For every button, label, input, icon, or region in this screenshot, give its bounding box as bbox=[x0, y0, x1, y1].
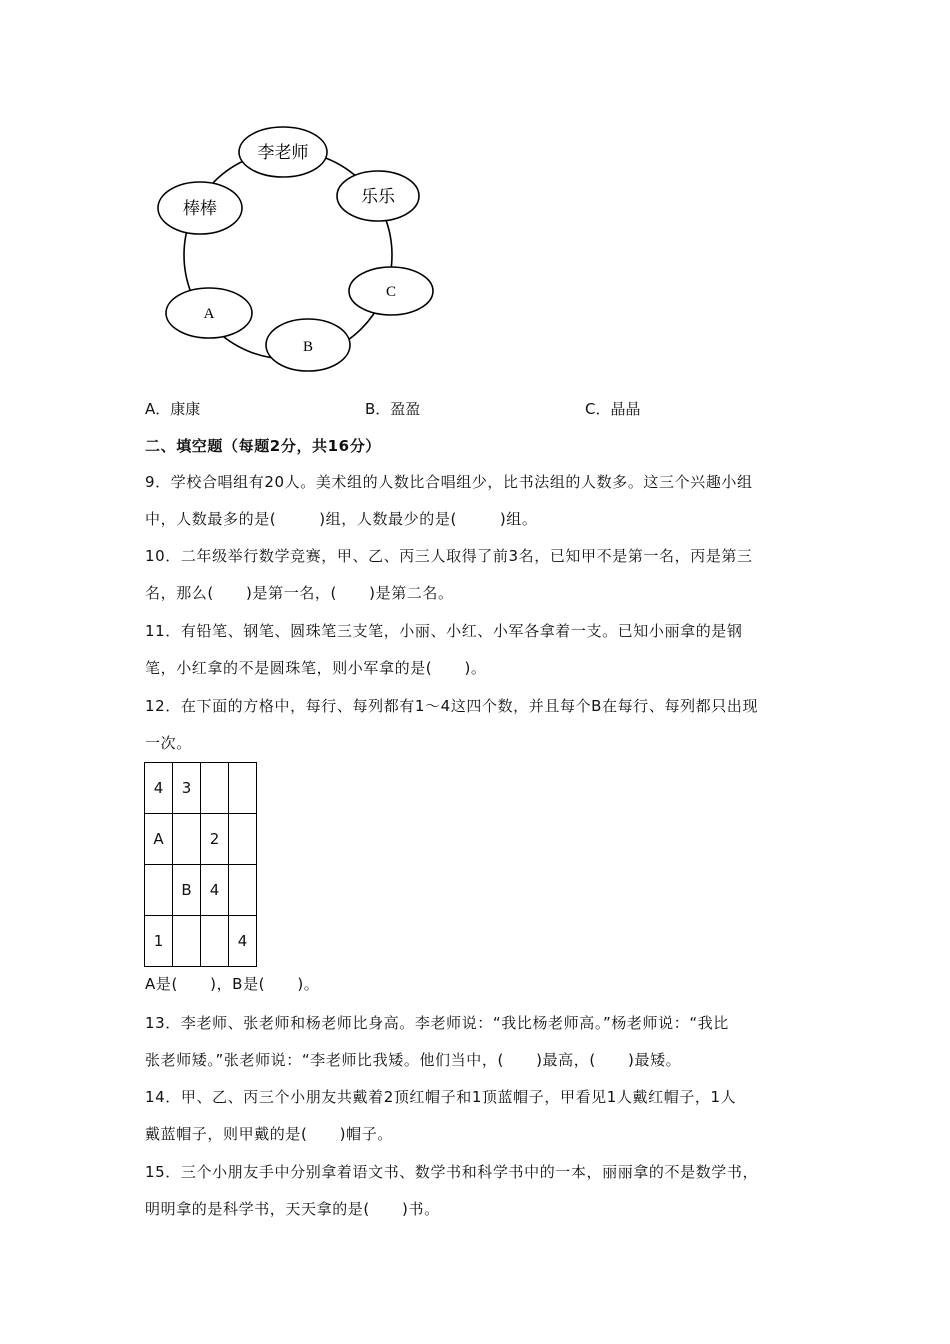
grid-row bbox=[145, 916, 257, 967]
node-c bbox=[349, 267, 433, 315]
option-b: B．盈盈 bbox=[365, 400, 421, 418]
node-c-label: C bbox=[385, 284, 397, 300]
q12-answer: A是( )，B是( )。 bbox=[145, 975, 320, 993]
q12-line1: 12．在下面的方格中，每行、每列都有1～4这四个数，并且每个B在每行、每列都只出现 bbox=[145, 697, 759, 715]
node-a-label: A bbox=[203, 306, 215, 322]
node-top-label: 李老师 bbox=[257, 143, 309, 163]
grid-cell: A bbox=[145, 814, 173, 865]
grid-cell: 4 bbox=[145, 763, 173, 814]
q10-line2: 名，那么( )是第一名，( )是第二名。 bbox=[145, 584, 454, 602]
q9-line2: 中，人数最多的是( )组，人数最少的是( )组。 bbox=[145, 510, 538, 528]
node-left-top bbox=[158, 182, 242, 234]
grid-cell: 4 bbox=[229, 916, 257, 967]
grid-cell: 2 bbox=[201, 814, 229, 865]
grid-cell bbox=[201, 763, 229, 814]
q13-line1: 13．李老师、张老师和杨老师比身高。李老师说：“我比杨老师高。”杨老师说：“我比 bbox=[145, 1014, 729, 1032]
section-heading: 二、填空题（每题2分，共16分） bbox=[145, 437, 381, 455]
grid-cell bbox=[145, 865, 173, 916]
grid-cell bbox=[201, 916, 229, 967]
node-a bbox=[166, 288, 252, 338]
node-top bbox=[239, 127, 327, 177]
q14-line1: 14．甲、乙、丙三个小朋友共戴着2顶红帽子和1顶蓝帽子，甲看见1人戴红帽子，1人 bbox=[145, 1088, 737, 1106]
grid-cell bbox=[173, 814, 201, 865]
q9-line1: 9．学校合唱组有20人。美术组的人数比合唱组少，比书法组的人数多。这三个兴趣小组 bbox=[145, 473, 753, 491]
grid-row bbox=[145, 814, 257, 865]
q13-line2: 张老师矮。”张老师说：“李老师比我矮。他们当中，( )最高，( )最矮。 bbox=[145, 1051, 682, 1069]
node-left-top-label: 棒棒 bbox=[183, 199, 217, 219]
grid-cell bbox=[229, 865, 257, 916]
q12-line2: 一次。 bbox=[145, 734, 192, 752]
grid-cell bbox=[173, 916, 201, 967]
grid-cell: 4 bbox=[201, 865, 229, 916]
grid-cell: 1 bbox=[145, 916, 173, 967]
grid-cell: B bbox=[173, 865, 201, 916]
option-a: A．康康 bbox=[145, 400, 201, 418]
node-b bbox=[266, 319, 350, 371]
grid-cell bbox=[229, 763, 257, 814]
node-right-top bbox=[337, 171, 419, 221]
q10-line1: 10．二年级举行数学竞赛，甲、乙、丙三人取得了前3名，已知甲不是第一名，丙是第三 bbox=[145, 547, 753, 565]
grid-cell: 3 bbox=[173, 763, 201, 814]
q14-line2: 戴蓝帽子，则甲戴的是( )帽子。 bbox=[145, 1125, 393, 1143]
node-right-top-label: 乐乐 bbox=[361, 187, 395, 207]
grid-cell bbox=[229, 814, 257, 865]
seating-circle-diagram bbox=[150, 120, 450, 390]
grid-row bbox=[145, 865, 257, 916]
option-c: C．晶晶 bbox=[585, 400, 641, 418]
number-grid bbox=[144, 762, 257, 967]
q15-line1: 15．三个小朋友手中分别拿着语文书、数学书和科学书中的一本，丽丽拿的不是数学书， bbox=[145, 1163, 759, 1181]
grid-row bbox=[145, 763, 257, 814]
q11-line2: 笔，小红拿的不是圆珠笔，则小军拿的是( )。 bbox=[145, 659, 487, 677]
q11-line1: 11．有铅笔、钢笔、圆珠笔三支笔，小丽、小红、小军各拿着一支。已知小丽拿的是钢 bbox=[145, 622, 743, 640]
node-b-label: B bbox=[302, 339, 314, 355]
q15-line2: 明明拿的是科学书，天天拿的是( )书。 bbox=[145, 1200, 440, 1218]
